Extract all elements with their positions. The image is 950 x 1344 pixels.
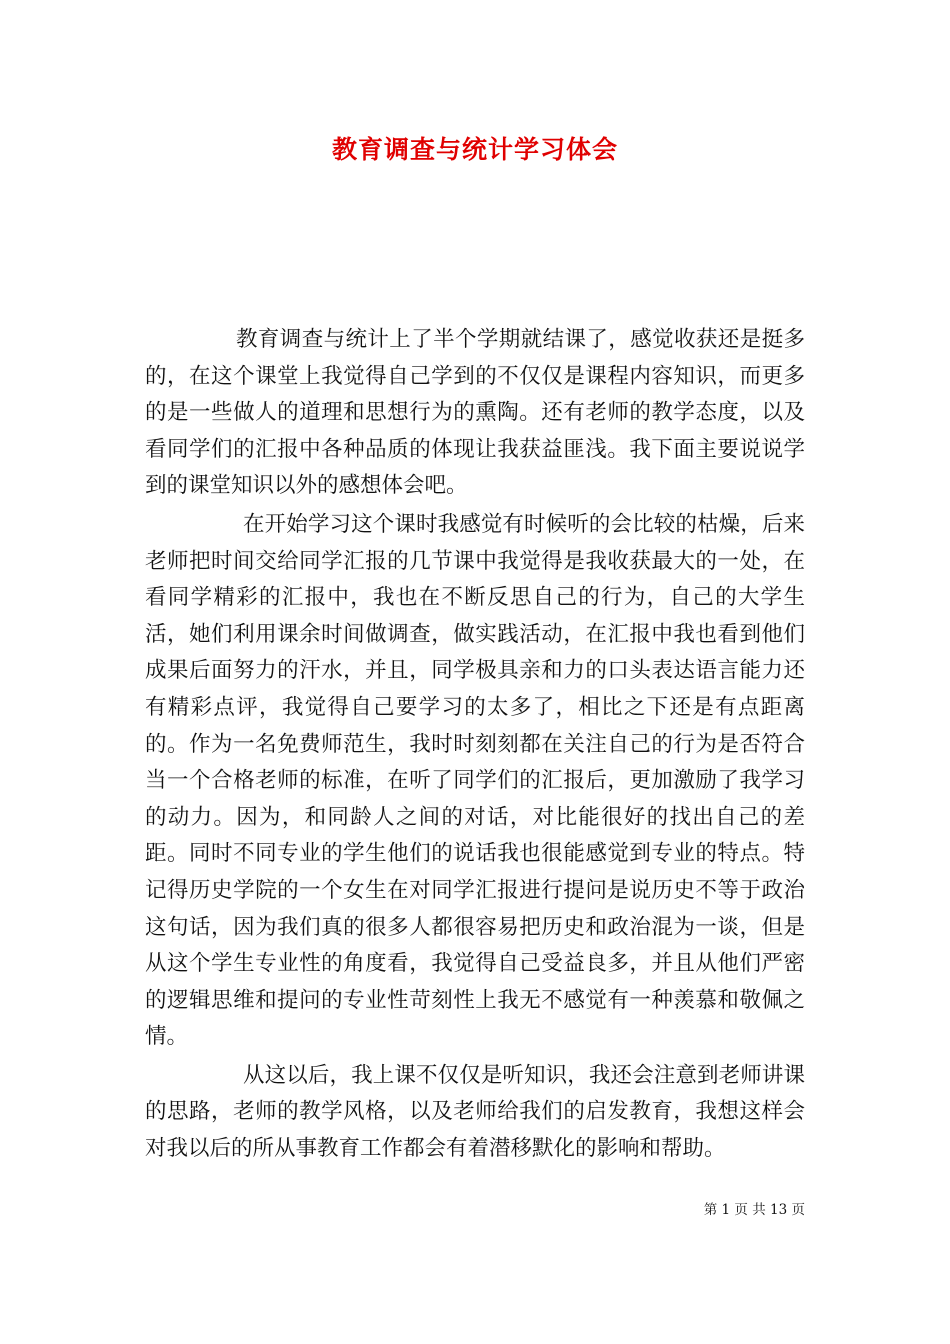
paragraph-2: 在开始学习这个课时我感觉有时候听的会比较的枯燥，后来老师把时间交给同学汇报的几节课中我觉得是我收获最大的一处，在看同学精彩的汇报中，我也在不断反思自己的行为，自己的大学生活，她们利用课余时间做调查，做实践活动，在汇报中我也看到他们成果后面努力的汗水，并且，同学极具亲和力的口头表达语言能力还有精彩点评，我觉得自己要学习的太多了，相比之下还是有点距离的。作为一名免费师范生，我时时刻刻都在关注自己的行为是否符合当一个合格老师的标准，在听了同学们的汇报后，更加激励了我学习的动力。因为，和同龄人之间的对话，对比能很好的找出自己的差距。同时不同专业的学生他们的说话我也很能感觉到专业的特点。特记得历史学院的一个女生在对同学汇报进行提问是说历史不等于政治这句话，因为我们真的很多人都很容易把历史和政治混为一谈，但是从这个学生专业性的角度看，我觉得自己受益良多，并且从他们严密的逻辑思维和提问的专业性苛刻性上我无不感觉有一种羡慕和敬佩之情。 bbox=[145, 511, 805, 1050]
paragraph-3: 从这以后，我上课不仅仅是听知识，我还会注意到老师讲课的思路，老师的教学风格，以及老师给我们的启发教育，我想这样会对我以后的所从事教育工作都会有着潜移默化的影响和帮助。 bbox=[145, 1062, 805, 1162]
document-body bbox=[145, 322, 805, 1168]
paragraph-1: 教育调查与统计上了半个学期就结课了，感觉收获还是挺多的，在这个课堂上我觉得自己学到的不仅仅是课程内容知识，而更多的是一些做人的道理和思想行为的熏陶。还有老师的教学态度，以及看同学们的汇报中各种品质的体现让我获益匪浅。我下面主要说说学到的课堂知识以外的感想体会吧。 bbox=[145, 327, 805, 499]
page-title: 教育调查与统计学习体会 bbox=[331, 135, 618, 164]
page-number-footer: 第 1 页 共 13 页 bbox=[703, 1202, 805, 1218]
